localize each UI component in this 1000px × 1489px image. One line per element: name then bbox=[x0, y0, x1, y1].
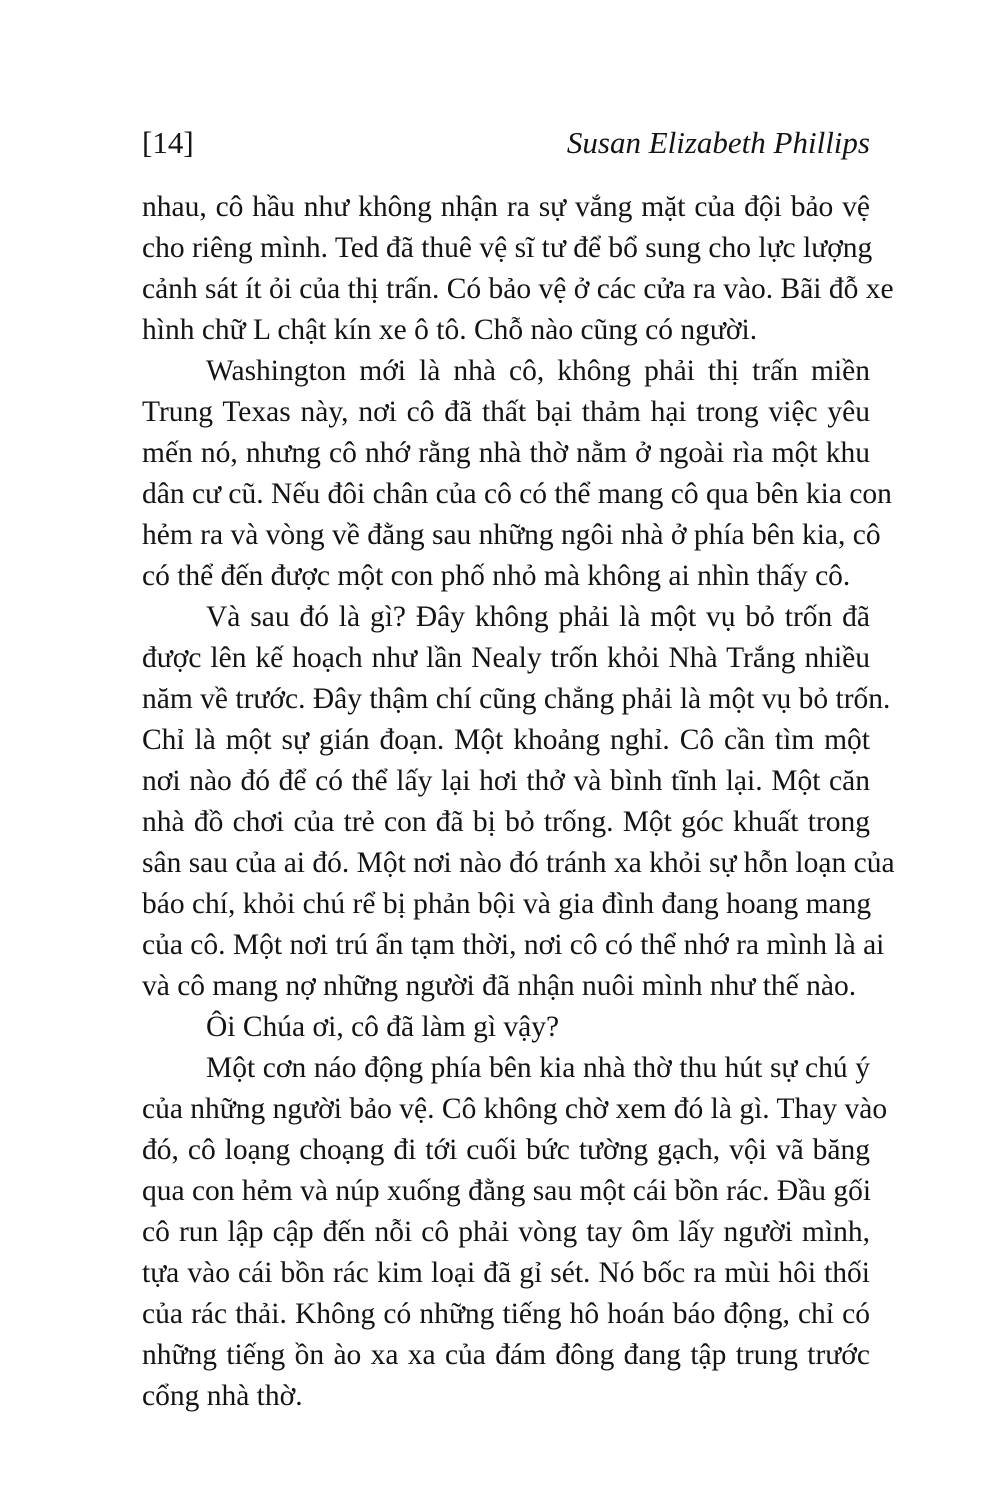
text-line: Trung Texas này, nơi cô đã thất bại thảm hại trong việc yêu bbox=[142, 396, 870, 428]
text-line: Washington mới là nhà cô, không phải thị trấn miền bbox=[206, 355, 870, 387]
text-line: những tiếng ồn ào xa xa của đám đông đang tập trung trước bbox=[142, 1339, 870, 1371]
text-line: được lên kế hoạch như lần Nealy trốn khỏi Nhà Trắng nhiều bbox=[142, 642, 870, 674]
text-line: dân cư cũ. Nếu đôi chân của cô có thể mang cô qua bên kia con bbox=[142, 478, 892, 510]
text-line: Ôi Chúa ơi, cô đã làm gì vậy? bbox=[206, 1011, 560, 1043]
body-text bbox=[142, 187, 895, 1417]
paragraph-2 bbox=[142, 351, 892, 597]
text-line: nhà đồ chơi của trẻ con đã bị bỏ trống. Một góc khuất trong bbox=[142, 806, 870, 838]
text-line: Chỉ là một sự gián đoạn. Một khoảng nghỉ. Cô cần tìm một bbox=[142, 724, 870, 756]
text-line: sân sau của ai đó. Một nơi nào đó tránh xa khỏi sự hỗn loạn của bbox=[142, 847, 895, 879]
text-line: cho riêng mình. Ted đã thuê vệ sĩ tư để bổ sung cho lực lượng bbox=[142, 232, 873, 264]
paragraph-5 bbox=[142, 1048, 888, 1417]
paragraph-1 bbox=[142, 187, 894, 351]
text-line: có thể đến được một con phố nhỏ mà không ai nhìn thấy cô. bbox=[142, 560, 851, 592]
text-line: đó, cô loạng choạng đi tới cuối bức tường gạch, vội vã băng bbox=[142, 1134, 870, 1166]
text-line: mến nó, nhưng cô nhớ rằng nhà thờ nằm ở ngoài rìa một khu bbox=[142, 437, 870, 469]
text-line: nơi nào đó để có thể lấy lại hơi thở và bình tĩnh lại. Một căn bbox=[142, 765, 870, 797]
page-number: [14] bbox=[142, 125, 194, 160]
text-line: của những người bảo vệ. Cô không chờ xem đó là gì. Thay vào bbox=[142, 1093, 888, 1125]
text-line: cảnh sát ít ỏi của thị trấn. Có bảo vệ ở các cửa ra vào. Bãi đỗ xe bbox=[142, 273, 894, 305]
text-line: cổng nhà thờ. bbox=[142, 1380, 303, 1412]
text-line: và cô mang nợ những người đã nhận nuôi mình như thế nào. bbox=[142, 970, 857, 1002]
text-line: Một cơn náo động phía bên kia nhà thờ thu hút sự chú ý bbox=[206, 1052, 870, 1084]
text-line: báo chí, khỏi chú rể bị phản bội và gia đình đang hoang mang bbox=[142, 888, 872, 920]
paragraph-4 bbox=[142, 1007, 870, 1048]
text-line: của rác thải. Không có những tiếng hô hoán báo động, chỉ có bbox=[142, 1298, 870, 1330]
text-line: nhau, cô hầu như không nhận ra sự vắng mặt của đội bảo vệ bbox=[142, 191, 870, 223]
text-line: qua con hẻm và núp xuống đằng sau một cái bồn rác. Đầu gối bbox=[142, 1175, 872, 1207]
text-line: tựa vào cái bồn rác kim loại đã gỉ sét. Nó bốc ra mùi hôi thối bbox=[142, 1257, 870, 1289]
running-head-author: Susan Elizabeth Phillips bbox=[566, 125, 870, 160]
paragraph-3 bbox=[142, 597, 895, 1007]
running-head bbox=[142, 122, 870, 164]
text-line: hình chữ L chật kín xe ô tô. Chỗ nào cũng có người. bbox=[142, 314, 758, 346]
text-line: của cô. Một nơi trú ẩn tạm thời, nơi cô có thể nhớ ra mình là ai bbox=[142, 929, 885, 961]
text-line: Và sau đó là gì? Đây không phải là một vụ bỏ trốn đã bbox=[206, 601, 870, 633]
text-line: cô run lập cập đến nỗi cô phải vòng tay ôm lấy người mình, bbox=[142, 1216, 870, 1248]
text-line: hẻm ra và vòng về đằng sau những ngôi nhà ở phía bên kia, cô bbox=[142, 519, 881, 551]
text-line: năm về trước. Đây thậm chí cũng chẳng phải là một vụ bỏ trốn. bbox=[142, 683, 891, 715]
